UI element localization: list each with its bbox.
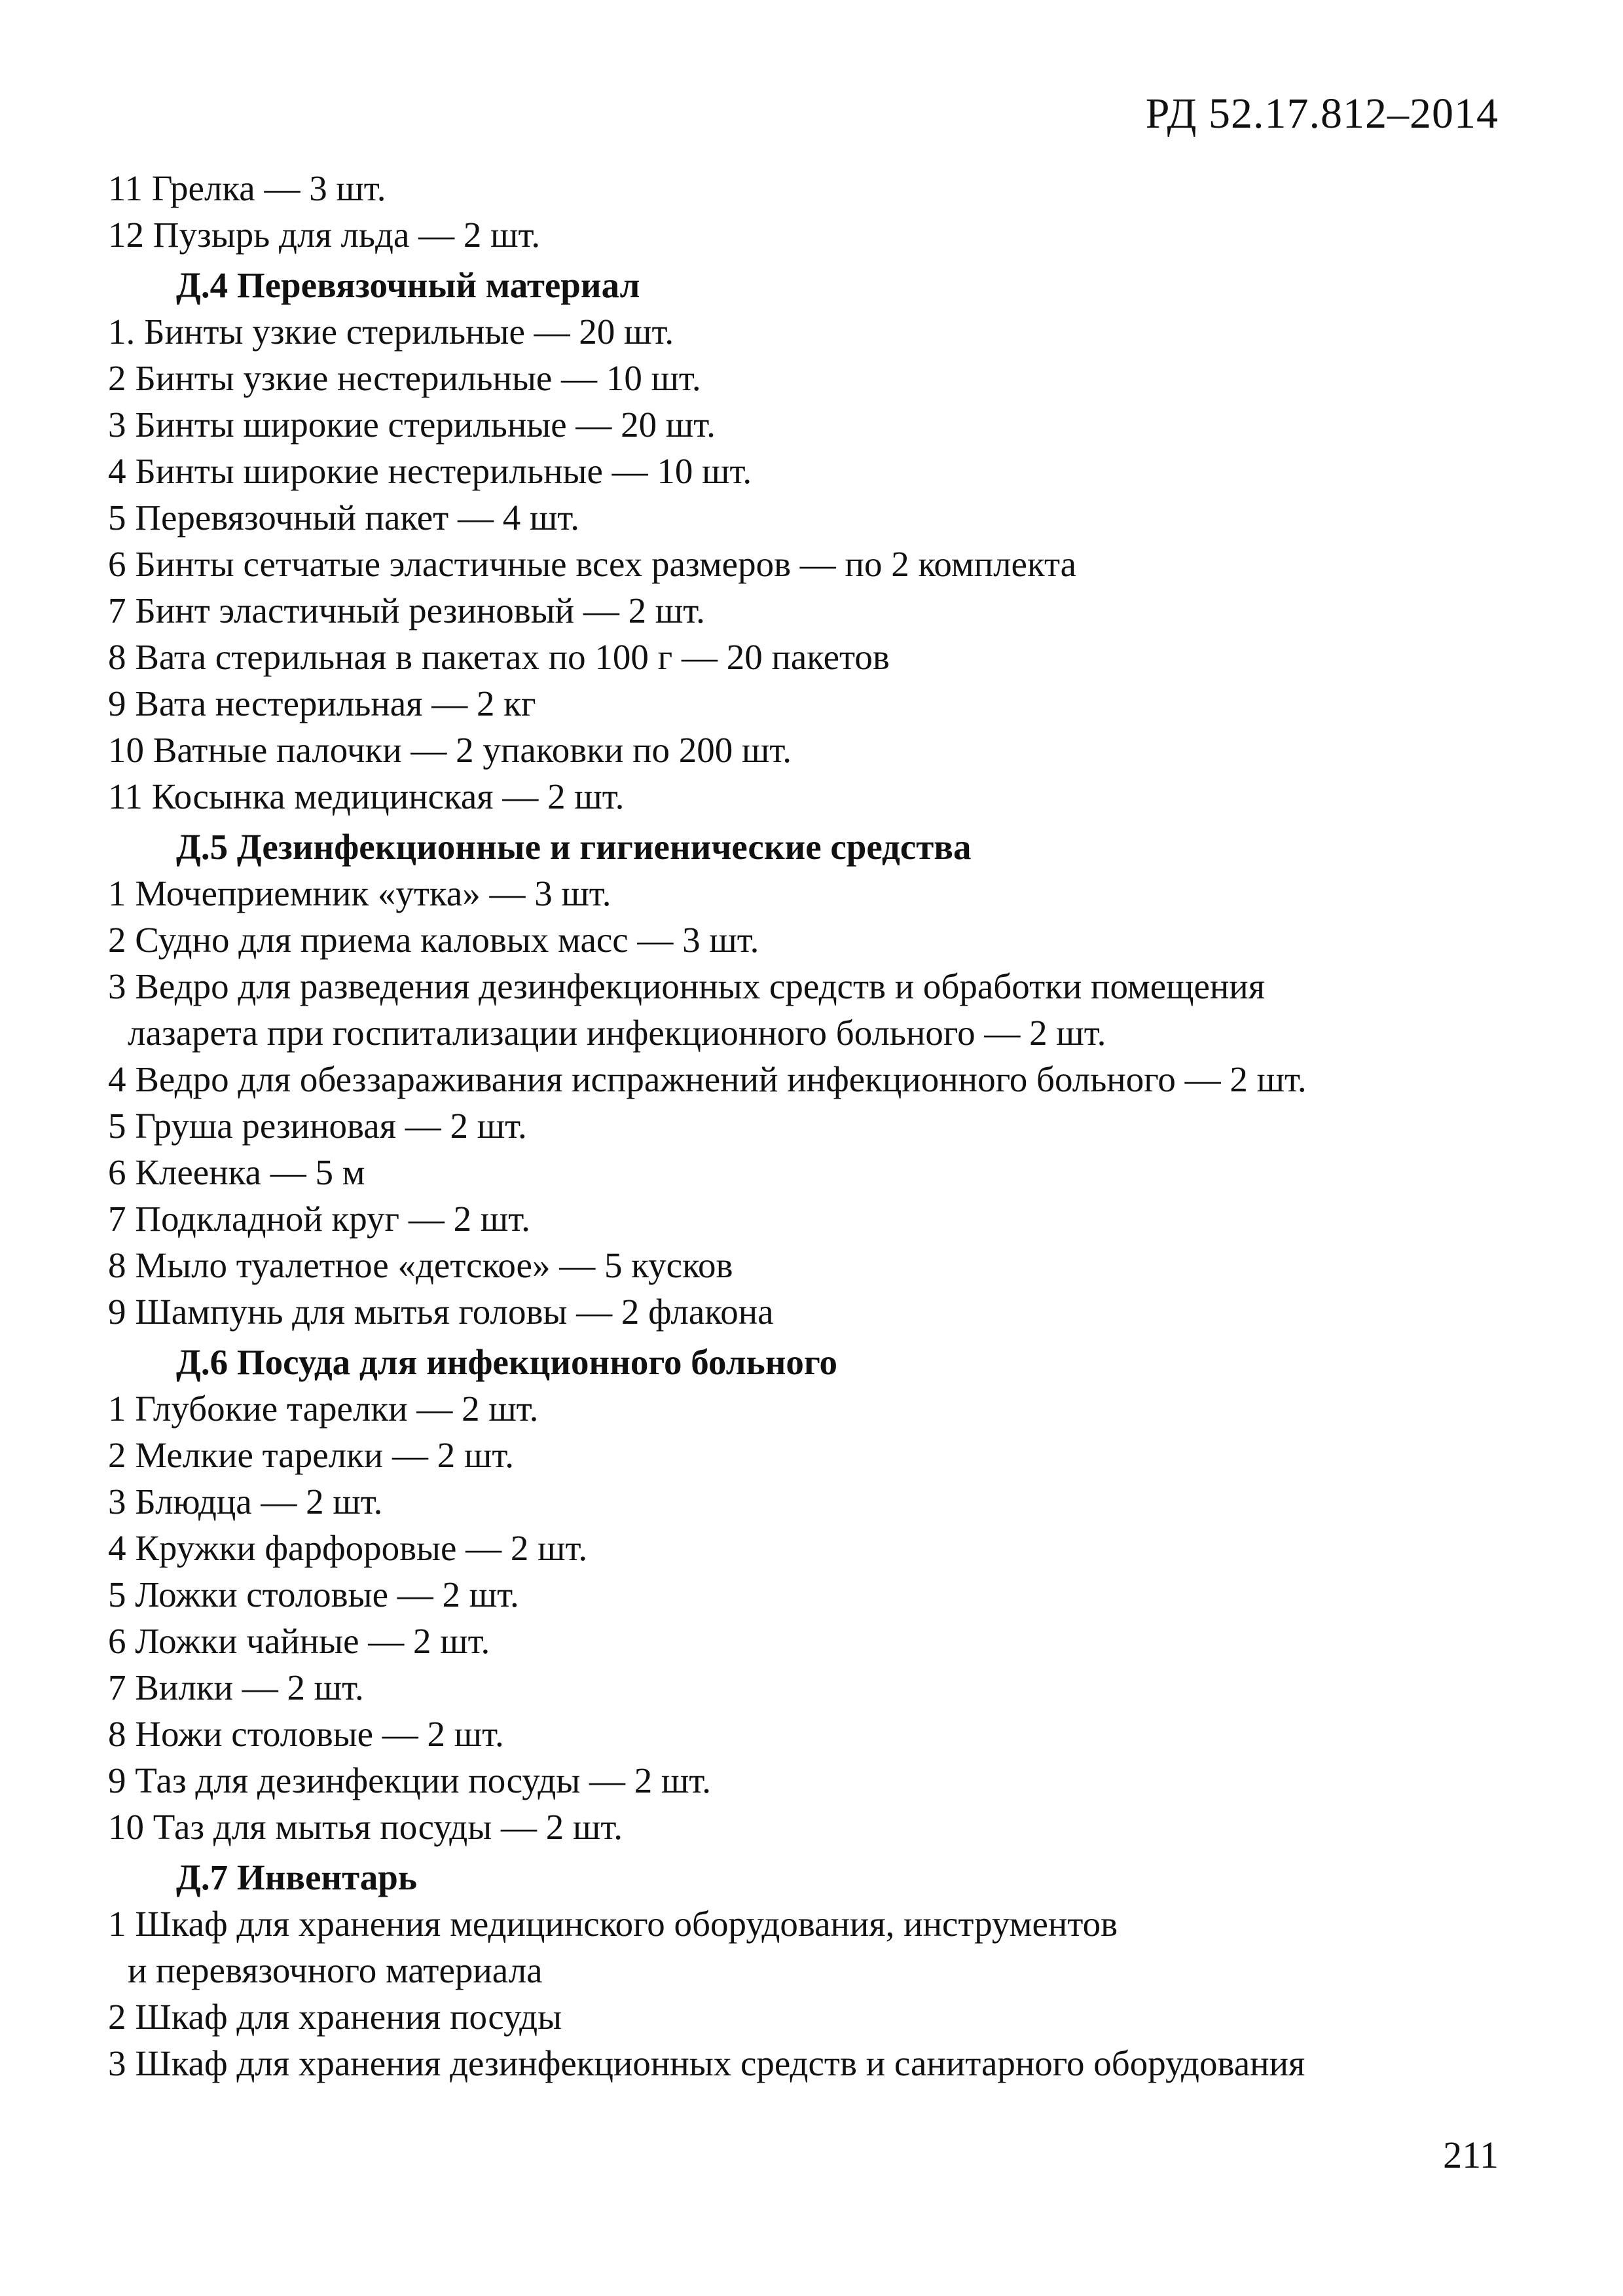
list-item: 3 Бинты широкие стерильные — 20 шт. <box>108 405 716 445</box>
document-code: РД 52.17.812–2014 <box>1145 90 1499 137</box>
list-item: 6 Клеенка — 5 м <box>108 1152 365 1192</box>
list-item: 2 Судно для приема каловых масс — 3 шт. <box>108 920 759 960</box>
list-item: 9 Шампунь для мытья головы — 2 флакона <box>108 1292 774 1332</box>
list-item: 3 Шкаф для хранения дезинфекционных средств и санитарного оборудования <box>108 2043 1305 2083</box>
section-heading-d6: Д.6 Посуда для инфекционного больного <box>176 1342 838 1382</box>
list-item: 10 Таз для мытья посуды — 2 шт. <box>108 1807 623 1847</box>
section-heading-d7: Д.7 Инвентарь <box>176 1857 417 1897</box>
list-item: 8 Вата стерильная в пакетах по 100 г — 20 пакетов <box>108 637 890 677</box>
list-item: 9 Вата нестерильная — 2 кг <box>108 683 536 723</box>
section-heading-d4: Д.4 Перевязочный материал <box>176 265 640 305</box>
list-item: 7 Вилки — 2 шт. <box>108 1667 364 1707</box>
document-body <box>108 165 1516 2086</box>
list-item: 2 Шкаф для хранения посуды <box>108 1997 562 2037</box>
list-item: 1 Мочеприемник «утка» — 3 шт. <box>108 873 611 913</box>
list-item: 4 Кружки фарфоровые — 2 шт. <box>108 1528 588 1568</box>
list-item-continuation: и перевязочного материала <box>128 1950 543 1990</box>
list-item: 3 Блюдца — 2 шт. <box>108 1482 383 1522</box>
list-item-continuation: лазарета при госпитализации инфекционного больного — 2 шт. <box>128 1013 1106 1053</box>
list-item: 4 Ведро для обеззараживания испражнений инфекционного больного — 2 шт. <box>108 1059 1307 1099</box>
list-item: 4 Бинты широкие нестерильные — 10 шт. <box>108 451 752 491</box>
list-item: 12 Пузырь для льда — 2 шт. <box>108 215 541 255</box>
list-item: 8 Ножи столовые — 2 шт. <box>108 1714 504 1754</box>
list-item: 8 Мыло туалетное «детское» — 5 кусков <box>108 1245 733 1285</box>
section-heading-d5: Д.5 Дезинфекционные и гигиенические средства <box>176 827 972 867</box>
list-item: 5 Груша резиновая — 2 шт. <box>108 1106 527 1146</box>
list-item: 11 Грелка — 3 шт. <box>108 168 386 208</box>
list-item: 1 Шкаф для хранения медицинского оборудования, инструментов <box>108 1904 1118 1944</box>
list-item: 2 Мелкие тарелки — 2 шт. <box>108 1435 514 1475</box>
list-item: 5 Ложки столовые — 2 шт. <box>108 1575 519 1614</box>
list-item: 6 Ложки чайные — 2 шт. <box>108 1621 490 1661</box>
list-item: 3 Ведро для разведения дезинфекционных средств и обработки помещения <box>108 966 1266 1006</box>
list-item: 2 Бинты узкие нестерильные — 10 шт. <box>108 358 701 398</box>
list-item: 1. Бинты узкие стерильные — 20 шт. <box>108 312 674 352</box>
list-item: 10 Ватные палочки — 2 упаковки по 200 шт. <box>108 730 792 770</box>
list-item: 7 Бинт эластичный резиновый — 2 шт. <box>108 591 705 630</box>
page-number: 211 <box>1443 2134 1499 2176</box>
list-item: 6 Бинты сетчатые эластичные всех размеров — по 2 комплекта <box>108 544 1077 584</box>
list-item: 9 Таз для дезинфекции посуды — 2 шт. <box>108 1760 712 1800</box>
list-item: 5 Перевязочный пакет — 4 шт. <box>108 498 579 538</box>
list-item: 1 Глубокие тарелки — 2 шт. <box>108 1389 539 1429</box>
list-item: 7 Подкладной круг — 2 шт. <box>108 1199 530 1239</box>
list-item: 11 Косынка медицинская — 2 шт. <box>108 776 625 816</box>
